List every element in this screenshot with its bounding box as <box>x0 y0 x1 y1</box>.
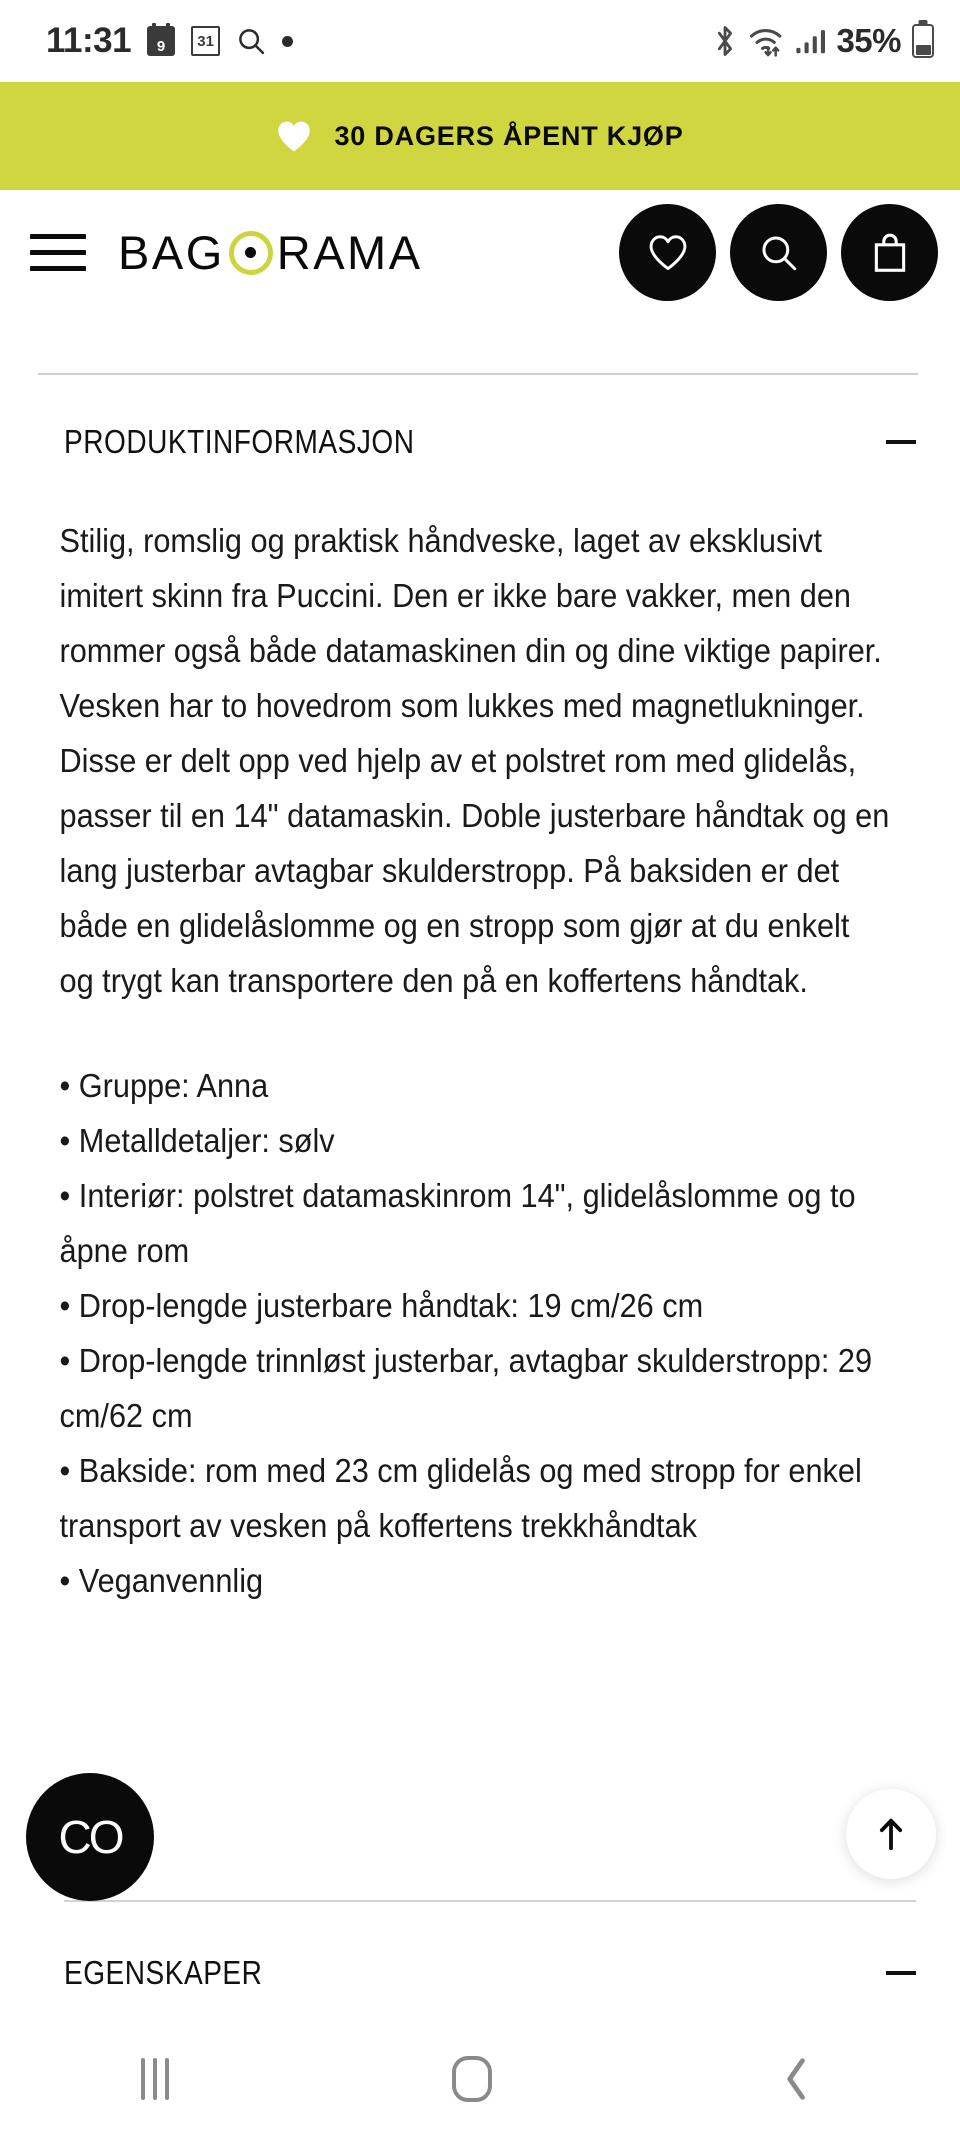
android-nav-bar <box>0 2025 960 2133</box>
dot-indicator-icon <box>282 36 293 47</box>
recents-bar <box>153 2058 157 2100</box>
properties-section <box>0 1900 960 1992</box>
product-info-title: PRODUKTINFORMASJON <box>64 423 415 460</box>
scroll-to-top-button[interactable] <box>846 1789 936 1879</box>
spec-item: • Drop-lengde trinnløst justerbar, avtagbar skulderstropp: 29 cm/62 cm <box>59 1342 881 1434</box>
spec-item: • Drop-lengde justerbare håndtak: 19 cm/26 cm <box>59 1287 704 1324</box>
properties-accordion-header[interactable] <box>0 1902 960 1992</box>
battery-icon <box>912 24 934 58</box>
brand-logo-text <box>118 226 423 279</box>
bluetooth-icon <box>713 24 737 58</box>
hamburger-bar <box>30 266 86 271</box>
cookie-consent-button[interactable] <box>26 1773 154 1901</box>
promo-banner-text: 30 DAGERS ÅPENT KJØP <box>334 120 684 151</box>
status-bar-right <box>713 22 934 60</box>
battery-fill <box>916 45 931 54</box>
home-icon[interactable] <box>452 2056 492 2102</box>
hamburger-bar <box>30 250 86 255</box>
arrow-up-icon <box>874 1815 908 1853</box>
hamburger-menu-icon[interactable] <box>30 234 86 271</box>
calendar-outline-day: 31 <box>197 32 214 50</box>
brand-logo[interactable] <box>118 226 619 279</box>
calendar-filled-icon <box>147 26 175 56</box>
spec-item: • Veganvennlig <box>59 1562 264 1599</box>
spec-item: • Gruppe: Anna <box>59 1067 269 1104</box>
battery-percentage: 35% <box>836 22 901 59</box>
properties-title: EGENSKAPER <box>64 1954 263 1991</box>
status-clock: 11:31 <box>46 21 132 60</box>
brand-logo-part-2: RAMA <box>276 226 423 279</box>
minus-icon[interactable] <box>886 1971 916 1975</box>
signal-icon <box>795 27 825 55</box>
recents-icon[interactable] <box>141 2058 169 2100</box>
cookie-consent-label: CO <box>58 1811 122 1863</box>
hamburger-bar <box>30 234 86 239</box>
brand-logo-o-icon <box>229 231 273 275</box>
status-bar-left <box>46 21 293 61</box>
heart-icon <box>647 234 689 272</box>
calendar-filled-day: 9 <box>156 38 166 55</box>
product-description: Stilig, romslig og praktisk håndveske, laget av eksklusivt imitert skinn fra Puccini. Den er ikke bare vakker, men den rommer også både datamaskinen din og dine viktige papirer. Vesken har to hovedrom som lukkes med magnetlukninger. Disse er delt opp ved hjelp av et polstret rom med glidelås, passer til en 14" datamaskin. Doble justerbare håndtak og en lang justerbar avtagbar skulderstropp. På baksiden er det både en glidelåslomme og en stropp som gjør at du enkelt og trygt kan transportere den på en koffertens håndtak. <box>59 522 890 999</box>
recents-bar <box>165 2058 169 2100</box>
cart-button[interactable] <box>841 204 938 301</box>
spec-item: • Interiør: polstret datamaskinrom 14", glidelåslomme og to åpne rom <box>59 1177 865 1269</box>
search-button[interactable] <box>730 204 827 301</box>
back-icon[interactable] <box>775 2055 819 2103</box>
page-content <box>0 373 960 1608</box>
brand-logo-part-1: BAG <box>118 226 225 279</box>
shopping-bag-icon <box>870 231 910 275</box>
promo-banner[interactable] <box>0 82 960 190</box>
minus-icon[interactable] <box>886 440 916 444</box>
search-icon <box>758 232 800 274</box>
product-specs-list <box>60 1058 890 1608</box>
spec-item: • Metalldetaljer: sølv <box>59 1122 335 1159</box>
recents-bar <box>141 2058 145 2100</box>
heart-icon <box>276 120 312 153</box>
site-header <box>0 190 960 315</box>
header-actions <box>619 204 938 301</box>
status-bar <box>0 0 960 82</box>
search-icon <box>236 26 266 56</box>
spec-item: • Bakside: rom med 23 cm glidelås og med stropp for enkel transport av vesken på koffertens trekkhåndtak <box>59 1452 871 1544</box>
wifi-icon <box>748 24 784 58</box>
calendar-outline-icon <box>191 26 220 56</box>
product-info-accordion-header[interactable] <box>0 375 960 461</box>
wishlist-button[interactable] <box>619 204 716 301</box>
product-info-body <box>0 513 929 1608</box>
